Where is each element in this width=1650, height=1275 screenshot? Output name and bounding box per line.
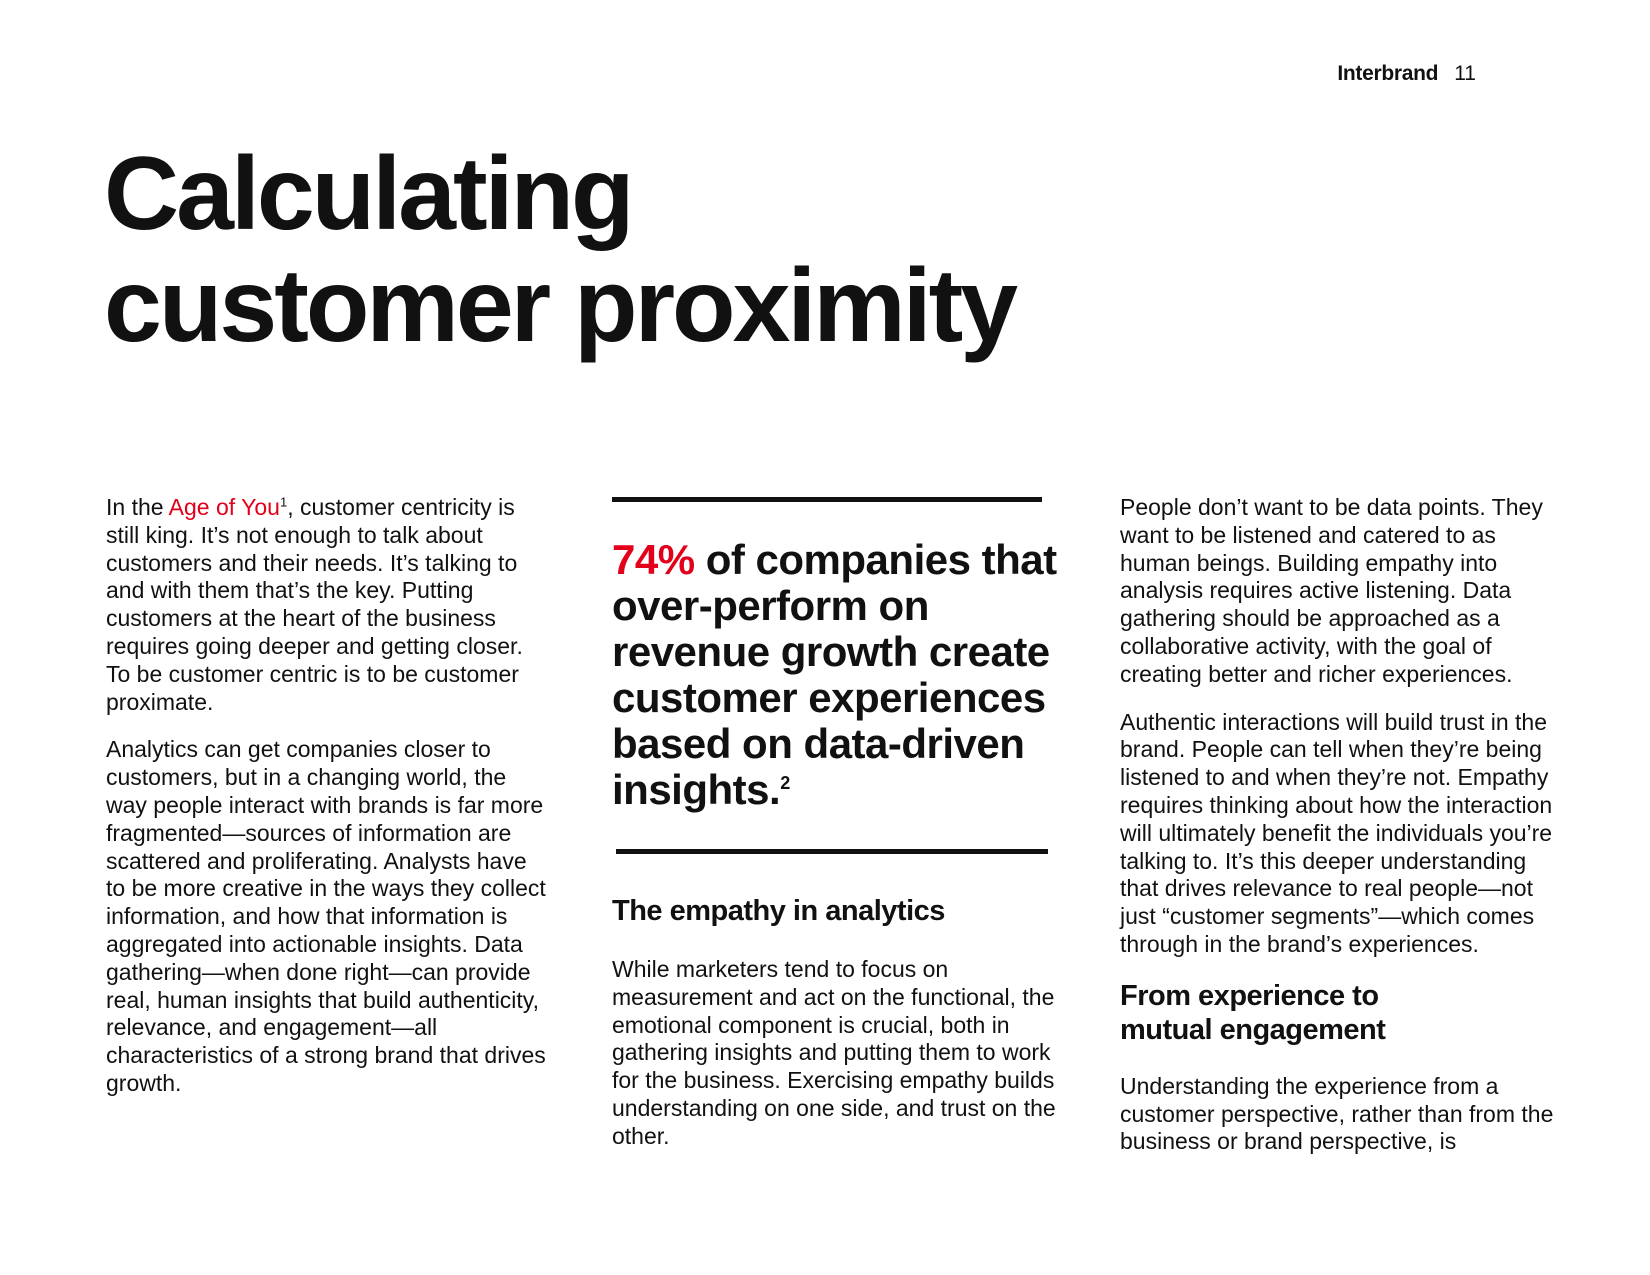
page-title [104, 138, 1204, 362]
footnote-ref-2: 2 [780, 773, 790, 793]
engagement-heading-line-2: mutual engagement [1120, 1013, 1386, 1046]
authentic-interactions-paragraph: Authentic interactions will build trust in the brand. People can tell when they’re being listened to and when they’re not. Empathy requires thinking about how the interaction will ultimately benefit the individuals you’re talking to. It’s this deeper understanding that drives relevance to real people—not just “customer segments”—which comes through in the brand’s experiences. [1120, 708, 1553, 957]
engagement-heading-line-1: From experience to [1120, 979, 1379, 1012]
age-of-you-link[interactable]: Age of You [168, 494, 280, 520]
experience-paragraph: Understanding the experience from a customer perspective, rather than from the business or brand perspective, is [1120, 1072, 1554, 1155]
stat-value: 74% [612, 536, 695, 583]
analytics-paragraph: Analytics can get companies closer to customers, but in a changing world, the way people interact with brands is far more fragmented—sources of information are scattered and proliferating. Analysts have to be more creative in the ways they collect information, and how that information is aggregated into actionable insights. Data gathering—when done right—can provide real, human insights that build authenticity, relevance, and engagement—all characteristics of a strong brand that drives growth. [106, 736, 546, 1096]
section-heading-empathy: The empathy in analytics [612, 895, 945, 927]
divider-bottom [616, 849, 1048, 854]
page-number: 11 [1454, 62, 1476, 85]
intro-rest-text: , customer centricity is still king. It’s not enough to talk about customers and their needs. It’s talking to and with them that’s the key. Putting customers at the heart of the business requires going deeper and getting closer. To be customer centric is to be customer proximate. [106, 494, 523, 715]
footnote-ref-1: 1 [279, 494, 288, 510]
title-line-1: Calculating [104, 136, 632, 252]
stat-callout [612, 537, 1082, 813]
intro-paragraph [106, 494, 546, 716]
intro-lead-text: In the [106, 494, 169, 520]
title-line-2: customer proximity [104, 248, 1016, 364]
data-points-paragraph: People don’t want to be data points. They want to be listened and catered to as human beings. Building empathy into analysis requires active listening. Data gathering should be approached as a collaborative activity, with the goal of creating better and richer experiences. [1120, 494, 1543, 687]
empathy-paragraph: While marketers tend to focus on measurement and act on the functional, the emotional component is crucial, both in gathering insights and putting them to work for the business. Exercising empathy builds understanding on one side, and trust on the other. [612, 956, 1056, 1149]
section-heading-engagement [1120, 979, 1560, 1047]
column-right [1120, 494, 1560, 1176]
brand-logo-text: Interbrand [1337, 62, 1439, 85]
column-left [106, 494, 546, 1118]
divider-top [612, 497, 1042, 502]
column-middle [612, 497, 1072, 1171]
stat-text: of companies that over-perform on revenue growth create customer experiences based on data-driven insights. [612, 536, 1057, 813]
page-header [1337, 62, 1476, 86]
